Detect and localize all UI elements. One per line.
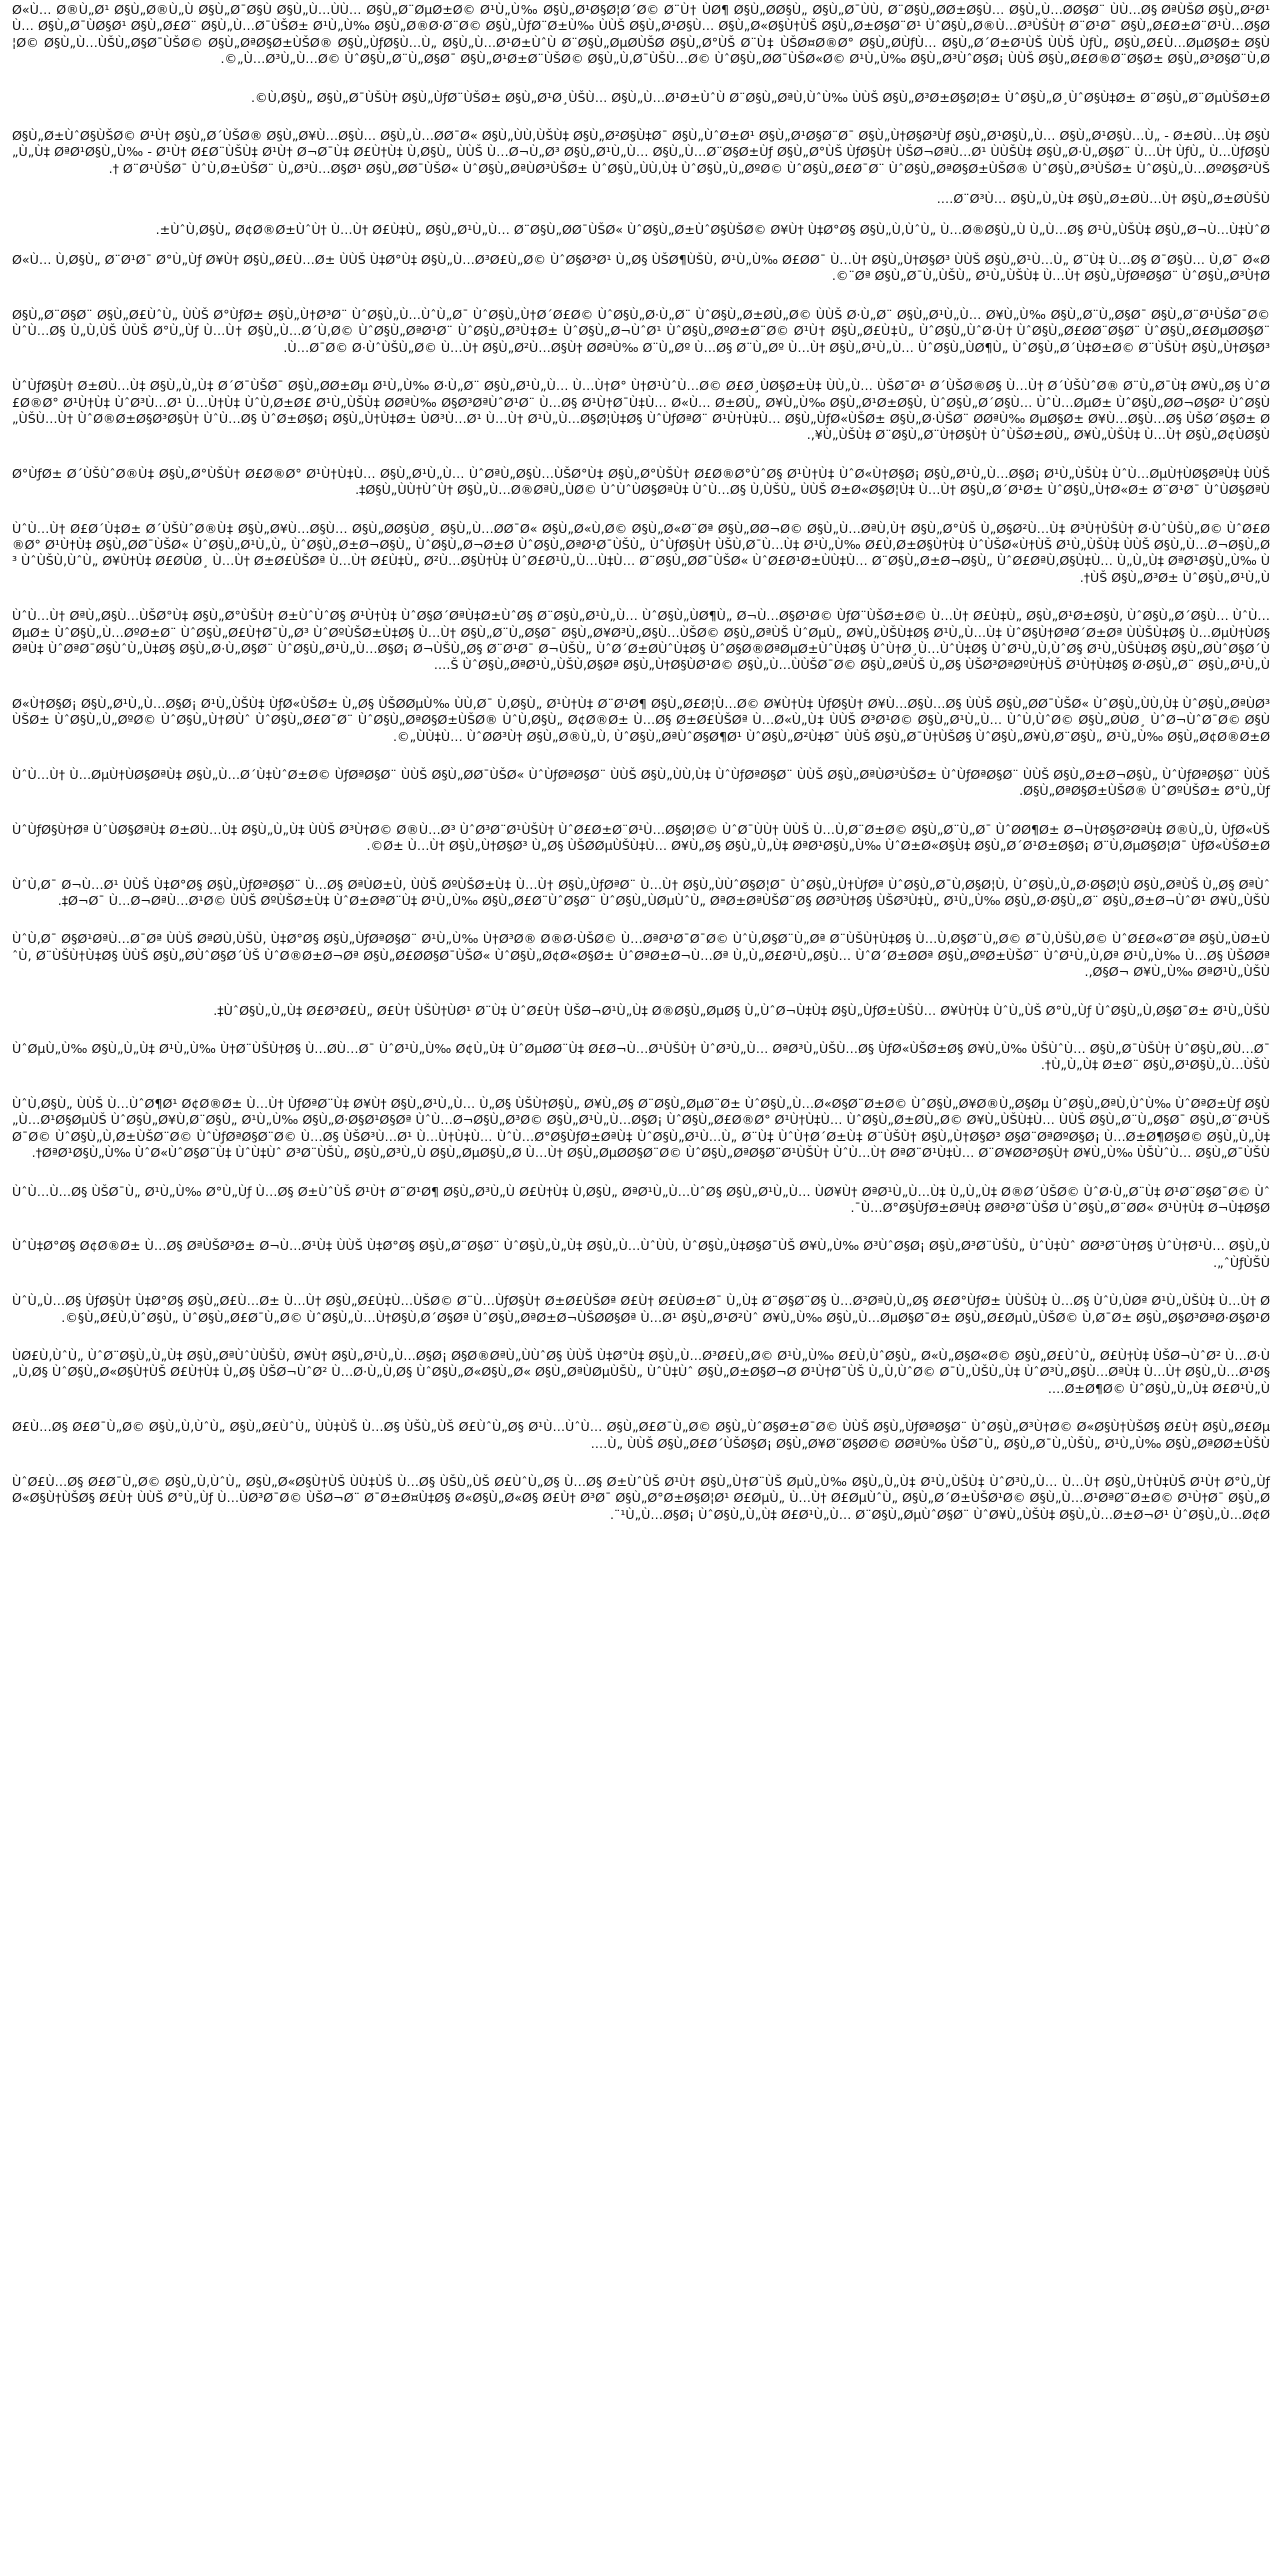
paragraph-first-evidence: Ø£Ù…Ø§ Ø£Ø¯Ù„Ø© Ø§Ù„Ù‚ÙˆÙ„ Ø§Ù„Ø£ÙˆÙ„ ÙÙ‡ÙŠ Ù…Ø§ ÙŠÙ„ÙŠ Ø£ÙˆÙ„Ø§ Ø¹Ù…ÙˆÙ… Ø§Ù„Ø£Ø¯Ù„Ø© Ø§Ù„ÙˆØ§Ø±Ø¯Ø© ÙÙŠ Ø§Ù„ÙƒØªØ§Ø¨ ÙˆØ§Ù„Ø³Ù†Ø© Ø«Ø§Ù†ÙŠØ§ Ø£Ù† Ø§Ù„Ø£ØµÙ„ ÙÙŠ Ø§Ù„Ø£Ø´ÙŠØ§Ø¡ Ø§Ù„Ø¥Ø¨Ø§ØØ© ØØªÙ‰ ÙŠØ¯Ù„ Ø§Ù„Ø¯Ù„ÙŠÙ„ Ø¹Ù„Ù‰ Ø§Ù„ØªØØ±ÙŠÙ….: [12, 1419, 1270, 1451]
paragraph-gap: [12, 238, 1270, 252]
paragraph-supplication: ÙˆØ§Ù„Ù„Ù‡ Ø£Ø³Ø£Ù„ Ø£Ù† ÙŠÙ†ÙØ¹ Ø¨Ù‡ ÙˆØ£Ù† ÙŠØ¬Ø¹Ù„Ù‡ Ø®Ø§Ù„ØµØ§ Ù„ÙˆØ¬Ù‡Ù‡ Ø§Ù„ÙƒØ±ÙŠÙ… Ø¥Ù†Ù‡ ÙˆÙ„ÙŠ Ø°Ù„Ùƒ ÙˆØ§Ù„Ù‚Ø§Ø¯Ø± Ø¹Ù„ÙŠÙ‡.: [213, 1002, 1270, 1018]
paragraph-gap: [12, 177, 1270, 191]
paragraph-closing: ÙˆÙ‡Ø°Ø§ Ø¢Ø®Ø± Ù…Ø§ ØªÙŠØ³Ø± Ø¬Ù…Ø¹Ù‡ ÙÙŠ Ù‡Ø°Ø§ Ø§Ù„Ø¨Ø§Ø¨ ÙˆØ§Ù„Ù„Ù‡ Ø§Ù„Ù…ÙˆÙÙ‚ ÙˆØ§Ù„Ù‡Ø§Ø¯ÙŠ Ø¥Ù„Ù‰ Ø³ÙˆØ§Ø¡ Ø§Ù„Ø³Ø¨ÙŠÙ„ ÙˆÙ‡Ùˆ ØØ³Ø¨Ù†Ø§ ÙˆÙ†Ø¹Ù… Ø§Ù„ÙˆÙƒÙŠÙ„.: [12, 1238, 1270, 1270]
paragraph-gap: [12, 444, 1270, 466]
paragraph-chapter-one: Ø§Ù„Ø¨Ø§Ø¨ Ø§Ù„Ø£ÙˆÙ„ ÙÙŠ Ø°ÙƒØ± Ø§Ù„Ù†Ø³Ø¨ ÙˆØ§Ù„Ù…ÙˆÙ„Ø¯ ÙˆØ§Ù„Ù†Ø´Ø£Ø© ÙˆØ§Ù„Ø·Ù„Ø¨ ÙˆØ§Ù„Ø±ØÙ„Ø© ÙÙŠ Ø·Ù„Ø¨ Ø§Ù„Ø¹Ù„Ù… Ø¥Ù„Ù‰ Ø§Ù„Ø¨Ù„Ø§Ø¯ Ø§Ù„Ø¨Ø¹ÙŠØ¯Ø© ÙˆÙ…Ø§ Ù„Ù‚ÙŠ ÙÙŠ Ø°Ù„Ùƒ Ù…Ù† Ø§Ù„Ù…Ø´Ù‚Ø© ÙˆØ§Ù„ØªØ¹Ø¨ ÙˆØ§Ù„Ø³Ù‡Ø± ÙˆØ§Ù„Ø¬ÙˆØ¹ ÙˆØ§Ù„ØºØ±Ø¨Ø© Ø¹Ù† Ø§Ù„Ø£Ù‡Ù„ ÙˆØ§Ù„ÙˆØ·Ù† ÙˆØ§Ù„Ø£ØØ¨Ø§Ø¨ ÙˆØ§Ù„Ø£ØµØØ§Ø¨ Ù…Ø¯Ø© Ø·ÙˆÙŠÙ„Ø© Ù…Ù† Ø§Ù„Ø²Ù…Ø§Ù† ØØªÙ‰ Ø¨Ù„Øº Ù…Ø§ Ø¨Ù„Øº Ù…Ù† Ø§Ù„Ø¹Ù„Ù… ÙˆØ§Ù„ÙØ¶Ù„ ÙˆØ§Ù„Ø´Ù‡Ø±Ø© Ø¨ÙŠÙ† Ø§Ù„Ù†Ø§Ø³.: [12, 306, 1270, 355]
paragraph-death: ÙˆÙƒØ§Ù†Øª ÙˆÙØ§ØªÙ‡ Ø±ØÙ…Ù‡ Ø§Ù„Ù„Ù‡ ÙÙŠ Ø³Ù†Ø© Ø®Ù…Ø³ ÙˆØ³Ø¨Ø¹ÙŠÙ† ÙˆØ£Ø±Ø¨Ø¹Ù…Ø§Ø¦Ø© ÙˆØ¯ÙÙ† ÙÙŠ Ù…Ù‚Ø¨Ø±Ø© Ø§Ù„Ø¨Ù„Ø¯ ÙˆØØ¶Ø± Ø¬Ù†Ø§Ø²ØªÙ‡ Ø®Ù„Ù‚ ÙƒØ«ÙŠØ± Ù…Ù† Ø§Ù„Ù†Ø§Ø³ Ù„Ø§ ÙŠØØµÙŠÙ‡Ù… Ø¥Ù„Ø§ Ø§Ù„Ù„Ù‡ ØªØ¹Ø§Ù„Ù‰ ÙˆØ±Ø«Ø§Ù‡ Ø§Ù„Ø´Ø¹Ø±Ø§Ø¡ Ø¨Ù‚ØµØ§Ø¦Ø¯ ÙƒØ«ÙŠØ±Ø©.: [12, 821, 1270, 854]
paragraph-basmala: Ø¨Ø³Ù… Ø§Ù„Ù„Ù‡ Ø§Ù„Ø±ØÙ…Ù† Ø§Ù„Ø±ØÙŠÙ….: [936, 191, 1270, 207]
paragraph-gap: [12, 981, 1270, 1003]
paragraph-gap: [12, 1397, 1270, 1419]
paragraph-gap: [12, 1452, 1270, 1474]
paragraph-blessing: ÙˆØµÙ„Ù‰ Ø§Ù„Ù„Ù‡ Ø¹Ù„Ù‰ Ù†Ø¨ÙŠÙ†Ø§ Ù…ØÙ…Ø¯ ÙˆØ¹Ù„Ù‰ Ø¢Ù„Ù‡ ÙˆØµØØ¨Ù‡ Ø£Ø¬Ù…Ø¹ÙŠÙ† ÙˆØ³Ù„Ù… ØªØ³Ù„ÙŠÙ…Ø§ ÙƒØ«ÙŠØ±Ø§ Ø¥Ù„Ù‰ ÙŠÙˆÙ… Ø§Ù„Ø¯ÙŠÙ† ÙˆØ§Ù„ØÙ…Ø¯ Ù„Ù„Ù‡ Ø±Ø¨ Ø§Ù„Ø¹Ø§Ù„Ù…ÙŠÙ†.: [12, 1041, 1270, 1073]
paragraph-gap: [12, 356, 1270, 378]
paragraph-book-content: ÙˆÙ‚Ø¯ Ø¬Ù…Ø¹ ÙÙŠ Ù‡Ø°Ø§ Ø§Ù„ÙƒØªØ§Ø¨ Ù…Ø§ ØªÙØ±Ù‚ ÙÙŠ ØºÙŠØ±Ù‡ Ù…Ù† Ø§Ù„ÙƒØªØ¨ Ù…Ù† Ø§Ù„ÙÙˆØ§Ø¦Ø¯ ÙˆØ§Ù„Ù†ÙƒØª ÙˆØ§Ù„Ø¯Ù‚Ø§Ø¦Ù‚ ÙˆØ§Ù„Ù„Ø·Ø§Ø¦Ù Ø§Ù„ØªÙŠ Ù„Ø§ ØªÙˆØ¬Ø¯ Ù…Ø¬ØªÙ…Ø¹Ø© ÙÙŠ ØºÙŠØ±Ù‡ ÙˆØ±ØªØ¨Ù‡ Ø¹Ù„Ù‰ Ø§Ù„Ø£Ø¨ÙˆØ§Ø¨ ÙˆØ§Ù„ÙØµÙˆÙ„ ØªØ±ØªÙŠØ¨Ø§ ØØ³Ù†Ø§ ÙŠØ³Ù‡Ù„ Ø¹Ù„Ù‰ Ø§Ù„Ø·Ø§Ù„Ø¨ Ø§Ù„Ø±Ø¬ÙˆØ¹ Ø¥Ù„ÙŠÙ‡.: [12, 876, 1270, 909]
paragraph-intro: Ø«Ù… Ø®Ù„Ø¹ Ø§Ù„Ø®Ù„Ù Ø§Ù„Ø¯Ø§Ù Ø§Ù„Ù…ÙÙ… Ø§Ù„Ø¨ØµØ±Ø© Ø¹Ù„Ù‰ Ø§Ù„Ø¹Ø§Ø¦Ø´Ø© Ø¨Ù† ÙØ¶ Ø§Ù„ØØ§Ù„ Ø§Ù„Ø¯ÙÙ‚ Ø¨Ø§Ù„ØØ±Ø§Ù… Ø§Ù„Ù…ØØ§Ø¨ ÙÙ…Ø§ ØªÙŠØ Ø§Ù„Ø²Ø¹Ù… Ø§Ù„Ø¯ÙØ§Ø¹ Ø§Ù„Ø£Ø¨ Ø§Ù„Ù…Ø¯ÙŠØ± Ø¹Ù„Ù‰ Ø§Ù„Ø®Ø·Ø¨Ø© Ø§Ù„ÙƒØ¨Ø±Ù‰ ÙÙŠ Ø§Ù„Ø¹Ø§Ù… Ø§Ù„Ø«Ø§Ù†ÙŠ Ø§Ù„Ø±Ø§Ø¨Ø¹ ÙˆØ§Ù„Ø®Ù…Ø³ÙŠÙ† Ø¨Ø¹Ø¯ Ø§Ù„Ø£Ø±Ø¨Ø¹Ù…Ø§Ø¦Ø© Ø§Ù„Ù…ÙŠÙ„Ø§Ø¯ÙŠØ© Ø§Ù„ØªØ§Ø±ÙŠØ® Ø§Ù„ÙƒØ§Ù…Ù„ Ø§Ù„Ù…Ø¹Ø±ÙˆÙ Ø¨Ø§Ù„ØµØÙŠØ Ø§Ù„Ø°ÙŠ Ø¨Ù‡ ÙŠØ¤Ø®Ø° Ø§Ù„ØÙƒÙ… Ø§Ù„Ø´Ø±Ø¹ÙŠ ÙÙŠ ÙƒÙ„ Ø§Ù„Ø£Ù…ØµØ§Ø± Ø§Ù„Ù…Ø³Ù„Ù…Ø© ÙˆØ§Ù„Ø¨Ù„Ø§Ø¯ Ø§Ù„Ø¹Ø±Ø¨ÙŠØ© Ø§Ù„Ù‚Ø¯ÙŠÙ…Ø© ÙˆØ§Ù„ØØ¯ÙŠØ«Ø© Ø¹Ù„Ù‰ Ø§Ù„Ø³ÙˆØ§Ø¡ ÙÙŠ Ø§Ù„Ø£Ø®Ø¨Ø§Ø± Ø§Ù„Ø³Ø§Ø¨Ù‚Ø©.: [12, 2, 1270, 67]
paragraph-gap: [12, 106, 1270, 128]
paragraph-second-evidence: ÙˆØ£Ù…Ø§ Ø£Ø¯Ù„Ø© Ø§Ù„Ù‚ÙˆÙ„ Ø§Ù„Ø«Ø§Ù†ÙŠ ÙÙ‡ÙŠ Ù…Ø§ ÙŠÙ„ÙŠ Ø£ÙˆÙ„Ø§ Ù…Ø§ Ø±ÙˆÙŠ Ø¹Ù† Ø§Ù„Ù†Ø¨ÙŠ ØµÙ„Ù‰ Ø§Ù„Ù„Ù‡ Ø¹Ù„ÙŠÙ‡ ÙˆØ³Ù„Ù… Ù…Ù† Ø§Ù„Ù†Ù‡ÙŠ Ø¹Ù† Ø°Ù„Ùƒ Ø«Ø§Ù†ÙŠØ§ Ø£Ù† ÙÙŠ Ø°Ù„Ùƒ Ù…ÙØ³Ø¯Ø© ÙŠØ¬Ø¨ Ø¯Ø±Ø¤Ù‡Ø§ Ø«Ø§Ù„Ø«Ø§ Ø£Ù† Ø³Ø¯ Ø§Ù„Ø°Ø±Ø§Ø¦Ø¹ Ø£ØµÙ„ Ù…Ù† Ø£ØµÙˆÙ„ Ø§Ù„Ø´Ø±ÙŠØ¹Ø© Ø§Ù„Ù…Ø¹ØªØ¨Ø±Ø© Ø¹Ù†Ø¯ Ø§Ù„Ø¹Ù„Ù…Ø§Ø¡ ÙˆØ§Ù„Ù„Ù‡ Ø£Ø¹Ù„Ù… Ø¨Ø§Ù„ØµÙˆØ§Ø¨ ÙˆØ¥Ù„ÙŠÙ‡ Ø§Ù„Ù…Ø±Ø¬Ø¹ ÙˆØ§Ù„Ù…Ø¢Ø¨.: [12, 1473, 1270, 1522]
paragraph-quote: Ù‚Ø§Ù„ Ø§Ù„Ø¯ÙŠÙ† Ø§Ù„ÙƒØ¨ÙŠØ± Ø§Ù„Ø¹Ø¸ÙŠÙ… Ø§Ù„Ù…Ø¹Ø±ÙˆÙ Ø¨Ø§Ù„ØªÙ‚ÙˆÙ‰ ÙÙŠ Ø§Ù„Ø³Ø±Ø§Ø¦Ø± ÙˆØ§Ù„Ø¸ÙˆØ§Ù‡Ø± Ø¨Ø§Ù„Ø¨ØµÙŠØ±Ø©.: [250, 89, 1270, 105]
paragraph-teachers: ÙˆÙ…Ù† Ø£Ø´Ù‡Ø± Ø´ÙŠÙˆØ®Ù‡ Ø§Ù„Ø¥Ù…Ø§Ù… Ø§Ù„ØØ§ÙØ¸ Ø§Ù„Ù…ØØ¯Ø« Ø§Ù„Ø«Ù‚Ø© Ø§Ù„Ø«Ø¨Øª Ø§Ù„ØØ¬Ø© Ø§Ù„Ù…ØªÙ‚Ù† Ø§Ù„Ø°ÙŠ Ù„Ø§Ø²Ù…Ù‡ Ø³Ù†ÙŠÙ† Ø·ÙˆÙŠÙ„Ø© ÙˆØ£Ø®Ø° Ø¹Ù†Ù‡ Ø§Ù„ØØ¯ÙŠØ« ÙˆØ§Ù„Ø¹Ù„Ù„ ÙˆØ§Ù„Ø±Ø¬Ø§Ù„ ÙˆØ§Ù„Ø¬Ø±Ø ÙˆØ§Ù„ØªØ¹Ø¯ÙŠÙ„ ÙˆÙƒØ§Ù† ÙŠÙ‚Ø¯Ù…Ù‡ Ø¹Ù„Ù‰ Ø£Ù‚Ø±Ø§Ù†Ù‡ ÙˆÙŠØ«Ù†ÙŠ Ø¹Ù„ÙŠÙ‡ ÙÙŠ Ø§Ù„Ù…Ø¬Ø§Ù„Ø³ ÙˆÙŠÙ‚ÙˆÙ„ Ø¥Ù†Ù‡ Ø£ØÙØ¸ Ù…Ù† Ø±Ø£ÙŠØª Ù…Ù† Ø£Ù‡Ù„ Ø²Ù…Ø§Ù†Ù‡ ÙˆØ£Ø¹Ù„Ù…Ù‡Ù… Ø¨Ø§Ù„ØØ¯ÙŠØ« ÙˆØ£Ø¹Ø±ÙÙ‡Ù… Ø¨Ø§Ù„Ø±Ø¬Ø§Ù„ ÙˆØ£ØªÙ‚Ø§Ù‡Ù… Ù„Ù„Ù‡ ØªØ¹Ø§Ù„Ù‰ ÙÙŠ Ø§Ù„Ø³Ø± ÙˆØ§Ù„Ø¹Ù„Ù†.: [12, 520, 1270, 585]
paragraph-gap: [12, 674, 1270, 696]
paragraph-gap: [12, 1326, 1270, 1348]
paragraph-narration: Ø§Ù„Ø±ÙˆØ§ÙŠØ© Ø¹Ù† Ø§Ù„Ø´ÙŠØ® Ø§Ù„Ø¥Ù…Ø§Ù… Ø§Ù„Ù…ØØ¯Ø« Ø§Ù„ÙÙ‚ÙŠÙ‡ Ø§Ù„Ø²Ø§Ù‡Ø¯ Ø§Ù„ÙˆØ±Ø¹ Ø§Ù„Ø¹Ø§Ø¨Ø¯ Ø§Ù„Ù†Ø§Ø³Ùƒ Ø§Ù„Ø¹Ø§Ù„Ù… Ø§Ù„Ø¹Ø§Ù…Ù„ - Ø±ØÙ…Ù‡ Ø§Ù„Ù„Ù‡ ØªØ¹Ø§Ù„Ù‰ - Ø¹Ù† Ø£Ø¨ÙŠÙ‡ Ø¹Ù† Ø¬Ø¯Ù‡ Ø£Ù†Ù‡ Ù‚Ø§Ù„ ÙÙŠ Ù…Ø¬Ù„Ø³ Ø§Ù„Ø¹Ù„Ù… Ø§Ù„Ù…Ø¨Ø§Ø±Ùƒ Ø§Ù„Ø°ÙŠ ÙƒØ§Ù† ÙŠØ¬ØªÙ…Ø¹ ÙÙŠÙ‡ Ø§Ù„Ø·Ù„Ø§Ø¨ Ù…Ù† ÙƒÙ„ Ù…ÙƒØ§Ù† Ø¨Ø¹ÙŠØ¯ ÙˆÙ‚Ø±ÙŠØ¨ Ù„Ø³Ù…Ø§Ø¹ Ø§Ù„ØØ¯ÙŠØ« ÙˆØ§Ù„ØªÙØ³ÙŠØ± ÙˆØ§Ù„ÙÙ‚Ù‡ ÙˆØ§Ù„Ù„ØºØ© ÙˆØ§Ù„Ø£Ø¯Ø¨ ÙˆØ§Ù„ØªØ§Ø±ÙŠØ® ÙˆØ§Ù„Ø³ÙŠØ± ÙˆØ§Ù„Ù…ØºØ§Ø²ÙŠ.: [12, 128, 1270, 176]
paragraph-gap: [12, 285, 1270, 307]
paragraph-gap: [12, 499, 1270, 521]
paragraph-gap: [12, 745, 1270, 767]
paragraph-biography: ÙˆÙƒØ§Ù† Ø±ØÙ…Ù‡ Ø§Ù„Ù„Ù‡ Ø´Ø¯ÙŠØ¯ Ø§Ù„ØØ±Øµ Ø¹Ù„Ù‰ Ø·Ù„Ø¨ Ø§Ù„Ø¹Ù„Ù… Ù…Ù†Ø° Ù†Ø¹ÙˆÙ…Ø© Ø£Ø¸ÙØ§Ø±Ù‡ ÙÙ„Ù… ÙŠØ¯Ø¹ Ø´ÙŠØ®Ø§ Ù…Ù† Ø´ÙŠÙˆØ® Ø¨Ù„Ø¯Ù‡ Ø¥Ù„Ø§ ÙˆØ£Ø®Ø° Ø¹Ù†Ù‡ ÙˆØ³Ù…Ø¹ Ù…Ù†Ù‡ ÙˆÙ‚Ø±Ø£ Ø¹Ù„ÙŠÙ‡ ØØªÙ‰ Ø§Ø³ØªÙˆØ¹Ø¨ Ù…Ø§ Ø¹Ù†Ø¯Ù‡Ù… Ø«Ù… Ø±ØÙ„ Ø¥Ù„Ù‰ Ø§Ù„Ø¹Ø±Ø§Ù‚ ÙˆØ§Ù„Ø´Ø§Ù… ÙˆÙ…ØµØ± ÙˆØ§Ù„ØØ¬Ø§Ø² ÙˆØ§Ù„ÙŠÙ…Ù† ÙˆØ®Ø±Ø§Ø³Ø§Ù† ÙˆÙ…Ø§ ÙˆØ±Ø§Ø¡ Ø§Ù„Ù†Ù‡Ø± ÙØ³Ù…Ø¹ Ù…Ù† Ø¹Ù„Ù…Ø§Ø¦Ù‡Ø§ ÙˆÙƒØªØ¨ Ø¹Ù†Ù‡Ù… Ø§Ù„ÙƒØ«ÙŠØ± Ø§Ù„Ø·ÙŠØ¨ ØØªÙ‰ ØµØ§Ø± Ø¥Ù…Ø§Ù…Ø§ ÙŠØ´Ø§Ø± Ø¥Ù„ÙŠÙ‡ Ø¨Ø§Ù„Ø¨Ù†Ø§Ù† ÙˆÙŠØ±ØÙ„ Ø¥Ù„ÙŠÙ‡ Ù…Ù† Ø§Ù„Ø¢ÙØ§Ù‚.: [12, 378, 1270, 443]
paragraph-teachers-heading: Ø°ÙƒØ± Ø´ÙŠÙˆØ®Ù‡ Ø§Ù„Ø°ÙŠÙ† Ø£Ø®Ø° Ø¹Ù†Ù‡Ù… Ø§Ù„Ø¹Ù„Ù… ÙˆØªÙ„Ø§Ù…ÙŠØ°Ù‡ Ø§Ù„Ø°ÙŠÙ† Ø£Ø®Ø°ÙˆØ§ Ø¹Ù†Ù‡ ÙˆØ«Ù†Ø§Ø¡ Ø§Ù„Ø¹Ù„Ù…Ø§Ø¡ Ø¹Ù„ÙŠÙ‡ ÙˆÙ…ØµÙ†ÙØ§ØªÙ‡ ÙÙŠ Ø§Ù„ÙÙ†ÙˆÙ† Ø§Ù„Ù…Ø®ØªÙ„ÙØ© ÙˆÙˆÙØ§ØªÙ‡ ÙˆÙ…Ø§ Ù‚ÙŠÙ„ ÙÙŠ Ø±Ø«Ø§Ø¦Ù‡ Ù…Ù† Ø§Ù„Ø´Ø¹Ø± ÙˆØ§Ù„Ù†Ø«Ø± Ø¨Ø¹Ø¯ ÙˆÙØ§ØªÙ‡.: [12, 465, 1270, 498]
paragraph-evidence: ÙˆÙ…Ù…Ø§ ÙŠØ¯Ù„ Ø¹Ù„Ù‰ Ø°Ù„Ùƒ Ù…Ø§ Ø±ÙˆÙŠ Ø¹Ù† Ø¨Ø¹Ø¶ Ø§Ù„Ø³Ù„Ù Ø£Ù†Ù‡ Ù‚Ø§Ù„ ØªØ¹Ù„Ù…ÙˆØ§ Ø§Ù„Ø¹Ù„Ù… ÙØ¥Ù† ØªØ¹Ù„Ù…Ù‡ Ù„Ù„Ù‡ Ø®Ø´ÙŠØ© ÙˆØ·Ù„Ø¨Ù‡ Ø¹Ø¨Ø§Ø¯Ø© ÙˆÙ…Ø°Ø§ÙƒØ±ØªÙ‡ ØªØ³Ø¨ÙŠØ ÙˆØ§Ù„Ø¨ØØ« Ø¹Ù†Ù‡ Ø¬Ù‡Ø§Ø¯.: [12, 1183, 1270, 1215]
paragraph-knowledge: ÙˆÙ‚Ø§Ù„ ÙÙŠ Ù…ÙˆØ¶Ø¹ Ø¢Ø®Ø± Ù…Ù† ÙƒØªØ¨Ù‡ Ø¥Ù† Ø§Ù„Ø¹Ù„Ù… Ù„Ø§ ÙŠÙ†Ø§Ù„ Ø¥Ù„Ø§ Ø¨Ø§Ù„ØµØ¨Ø± ÙˆØ§Ù„Ù…Ø«Ø§Ø¨Ø±Ø© ÙˆØ§Ù„Ø¥Ø®Ù„Ø§Øµ ÙˆØ§Ù„ØªÙ‚ÙˆÙ‰ ÙˆØªØ±Ùƒ Ø§Ù„Ù…Ø¹Ø§ØµÙŠ ÙˆØ§Ù„Ø¥Ù‚Ø¨Ø§Ù„ Ø¹Ù„Ù‰ Ø§Ù„Ø·Ø§Ø¹Ø§Øª ÙˆÙ…Ø¬Ø§Ù„Ø³Ø© Ø§Ù„Ø¹Ù„Ù…Ø§Ø¡ ÙˆØ§Ù„Ø£Ø®Ø° Ø¹Ù†Ù‡Ù… ÙˆØ§Ù„Ø±ØÙ„Ø© Ø¥Ù„ÙŠÙ‡Ù… ÙÙŠ Ø§Ù„Ø¨Ù„Ø§Ø¯ Ø§Ù„Ø¨Ø¹ÙŠØ¯Ø© ÙˆØ§Ù„Ù‚Ø±ÙŠØ¨Ø© ÙˆÙƒØªØ§Ø¨Ø© Ù…Ø§ ÙŠØ³Ù…Ø¹ Ù…Ù†Ù‡Ù… ÙˆÙ…Ø°Ø§ÙƒØ±ØªÙ‡ ÙˆØ§Ù„Ø¹Ù…Ù„ Ø¨Ù‡ ÙˆÙ†Ø´Ø±Ù‡ Ø¨ÙŠÙ† Ø§Ù„Ù†Ø§Ø³ Ø§Ø¨ØªØºØ§Ø¡ Ù…Ø±Ø¶Ø§Ø© Ø§Ù„Ù„Ù‡ ØªØ¹Ø§Ù„Ù‰ ÙˆØ«ÙˆØ§Ø¨Ù‡ ÙˆÙ‡Ùˆ Ø³Ø¨ÙŠÙ„ Ø§Ù„Ø³Ù„Ù Ø§Ù„ØµØ§Ù„Ø Ù…Ù† Ø§Ù„ØµØØ§Ø¨Ø© ÙˆØ§Ù„ØªØ§Ø¨Ø¹ÙŠÙ† ÙˆÙ…Ù† ØªØ¨Ø¹Ù‡Ù… Ø¨Ø¥ØØ³Ø§Ù† Ø¥Ù„Ù‰ ÙŠÙˆÙ… Ø§Ù„Ø¯ÙŠÙ†.: [12, 1095, 1270, 1161]
paragraph-gap: [12, 586, 1270, 608]
paragraph-gap: [12, 800, 1270, 822]
paragraph-praise: Ø«Ù†Ø§Ø¡ Ø§Ù„Ø¹Ù„Ù…Ø§Ø¡ Ø¹Ù„ÙŠÙ‡ ÙƒØ«ÙŠØ± Ù„Ø§ ÙŠØØµÙ‰ ÙÙ‚Ø¯ Ù‚Ø§Ù„ Ø¹Ù†Ù‡ Ø¨Ø¹Ø¶ Ø§Ù„Ø£Ø¦Ù…Ø© Ø¥Ù†Ù‡ ÙƒØ§Ù† Ø¥Ù…Ø§Ù…Ø§ ÙÙŠ Ø§Ù„ØØ¯ÙŠØ« ÙˆØ§Ù„ÙÙ‚Ù‡ ÙˆØ§Ù„ØªÙØ³ÙŠØ± ÙˆØ§Ù„Ù„ØºØ© ÙˆØ§Ù„Ù†ØÙˆ ÙˆØ§Ù„Ø£Ø¯Ø¨ ÙˆØ§Ù„ØªØ§Ø±ÙŠØ® ÙˆÙ‚Ø§Ù„ Ø¢Ø®Ø± Ù…Ø§ Ø±Ø£ÙŠØª Ù…Ø«Ù„Ù‡ ÙÙŠ Ø³Ø¹Ø© Ø§Ù„Ø¹Ù„Ù… ÙˆÙ‚ÙˆØ© Ø§Ù„ØÙØ¸ ÙˆØ¬ÙˆØ¯Ø© Ø§Ù„ÙÙ‡Ù… ÙˆØØ³Ù† Ø§Ù„Ø®Ù„Ù‚ ÙˆØ§Ù„ØªÙˆØ§Ø¶Ø¹ ÙˆØ§Ù„Ø²Ù‡Ø¯ ÙÙŠ Ø§Ù„Ø¯Ù†ÙŠØ§ ÙˆØ§Ù„Ø¥Ù‚Ø¨Ø§Ù„ Ø¹Ù„Ù‰ Ø§Ù„Ø¢Ø®Ø±Ø©.: [12, 695, 1270, 744]
paragraph-new-chapter: ÙˆÙ„Ù…Ø§ ÙƒØ§Ù† Ù‡Ø°Ø§ Ø§Ù„Ø£Ù…Ø± Ù…Ù† Ø§Ù„Ø£Ù‡Ù…ÙŠØ© Ø¨Ù…ÙƒØ§Ù† Ø±Ø£ÙŠØª Ø£Ù† Ø£ÙØ±Ø¯ Ù„Ù‡ Ø¨Ø§Ø¨Ø§ Ù…Ø³ØªÙ‚Ù„Ø§ Ø£Ø°ÙƒØ± ÙÙŠÙ‡ Ù…Ø§ ÙˆÙ‚ÙØª Ø¹Ù„ÙŠÙ‡ Ù…Ù† Ø§Ù„Ø£Ù‚ÙˆØ§Ù„ ÙˆØ§Ù„Ø£Ø¯Ù„Ø© ÙˆØ§Ù„Ù…Ù†Ø§Ù‚Ø´Ø§Øª ÙˆØ§Ù„ØªØ±Ø¬ÙŠØØ§Øª Ù…Ø¹ Ø§Ù„Ø¹Ø²Ùˆ Ø¥Ù„Ù‰ Ø§Ù„Ù…ØµØ§Ø¯Ø± Ø§Ù„Ø£ØµÙ„ÙŠØ© Ù‚Ø¯Ø± Ø§Ù„Ø§Ø³ØªØ·Ø§Ø¹Ø©.: [12, 1293, 1270, 1325]
paragraph-gap: [12, 68, 1270, 90]
paragraph-gap: [12, 208, 1270, 222]
paragraph-gap: [12, 1162, 1270, 1184]
paragraph-opinion: ÙˆÙ‚Ø§Ù„ Ø¢Ø®Ø±ÙˆÙ† Ù…Ù† Ø£Ù‡Ù„ Ø§Ù„Ø¹Ù„Ù… Ø¨Ø§Ù„ØØ¯ÙŠØ« ÙˆØ§Ù„Ø±ÙˆØ§ÙŠØ© Ø¥Ù† Ù‡Ø°Ø§ Ø§Ù„Ù‚ÙˆÙ„ Ù…Ø®Ø§Ù„Ù Ù„Ù…Ø§ Ø¹Ù„ÙŠÙ‡ Ø§Ù„Ø¬Ù…Ù‡ÙˆØ±.: [155, 221, 1270, 237]
paragraph-gap: [12, 1271, 1270, 1293]
paragraph-methodology: ÙˆÙ‚Ø¯ Ø§Ø¹ØªÙ…Ø¯Øª ÙÙŠ ØªØÙ‚ÙŠÙ‚ Ù‡Ø°Ø§ Ø§Ù„ÙƒØªØ§Ø¨ Ø¹Ù„Ù‰ Ù†Ø³Ø® Ø®Ø·ÙŠØ© Ù…ØªØ¹Ø¯Ø¯Ø© ÙˆÙ‚Ø§Ø¨Ù„Øª Ø¨ÙŠÙ†Ù‡Ø§ Ù…Ù‚Ø§Ø¨Ù„Ø© Ø¯Ù‚ÙŠÙ‚Ø© ÙˆØ£Ø«Ø¨Øª Ø§Ù„ÙØ±ÙˆÙ‚ Ø¨ÙŠÙ†Ù‡Ø§ ÙÙŠ Ø§Ù„ØÙˆØ§Ø´ÙŠ ÙˆØ®Ø±Ø¬Øª Ø§Ù„Ø£ØØ§Ø¯ÙŠØ« ÙˆØ§Ù„Ø¢Ø«Ø§Ø± ÙˆØªØ±Ø¬Ù…Øª Ù„Ù„Ø£Ø¹Ù„Ø§Ù… ÙˆØ´Ø±ØØª Ø§Ù„ØºØ±ÙŠØ¨ ÙˆØ¹Ù„Ù‚Øª Ø¹Ù„Ù‰ Ù…Ø§ ÙŠØØªØ§Ø¬ Ø¥Ù„Ù‰ ØªØ¹Ù„ÙŠÙ‚.: [12, 931, 1270, 980]
paragraph-ruling: Ø«Ù… Ù‚Ø§Ù„ Ø¨Ø¹Ø¯ Ø°Ù„Ùƒ Ø¥Ù† Ø§Ù„Ø£Ù…Ø± ÙÙŠ Ù‡Ø°Ù‡ Ø§Ù„Ù…Ø³Ø£Ù„Ø© ÙˆØ§Ø³Ø¹ Ù„Ø§ ÙŠØ¶ÙŠÙ‚ Ø¹Ù„Ù‰ Ø£ØØ¯ Ù…Ù† Ø§Ù„Ù†Ø§Ø³ ÙÙŠ Ø§Ù„Ø¹Ù…Ù„ Ø¨Ù‡ Ù…Ø§ Ø¯Ø§Ù… Ù‚Ø¯ Ø«Ø¨Øª Ø§Ù„Ø¯Ù„ÙŠÙ„ Ø¹Ù„ÙŠÙ‡ Ù…Ù† Ø§Ù„ÙƒØªØ§Ø¨ ÙˆØ§Ù„Ø³Ù†Ø©.: [12, 252, 1270, 284]
paragraph-gap: [12, 1019, 1270, 1041]
paragraph-students: ÙˆÙ…Ù† ØªÙ„Ø§Ù…ÙŠØ°Ù‡ Ø§Ù„Ø°ÙŠÙ† Ø±ÙˆÙˆØ§ Ø¹Ù†Ù‡ ÙˆØ§Ø´ØªÙ‡Ø±ÙˆØ§ Ø¨Ø§Ù„Ø¹Ù„Ù… ÙˆØ§Ù„ÙØ¶Ù„ Ø¬Ù…Ø§Ø¹Ø© ÙƒØ¨ÙŠØ±Ø© Ù…Ù† Ø£Ù‡Ù„ Ø§Ù„Ø¹Ø±Ø§Ù‚ ÙˆØ§Ù„Ø´Ø§Ù… ÙˆÙ…ØµØ± ÙˆØ§Ù„Ù…ØºØ±Ø¨ ÙˆØ§Ù„Ø£Ù†Ø¯Ù„Ø³ ÙˆØºÙŠØ±Ù‡Ø§ Ù…Ù† Ø§Ù„Ø¨Ù„Ø§Ø¯ Ø§Ù„Ø¥Ø³Ù„Ø§Ù…ÙŠØ© Ø§Ù„ØªÙŠ ÙˆØµÙ„ Ø¥Ù„ÙŠÙ‡Ø§ Ø¹Ù„Ù…Ù‡ ÙˆØ§Ù†ØªØ´Ø±Øª ÙÙŠÙ‡Ø§ Ù…ØµÙ†ÙØ§ØªÙ‡ ÙˆØªØ¯Ø§ÙˆÙ„Ù‡Ø§ Ø§Ù„Ø·Ù„Ø§Ø¨ ÙˆØ§Ù„Ø¹Ù„Ù…Ø§Ø¡ Ø¬ÙŠÙ„Ø§ Ø¨Ø¹Ø¯ Ø¬ÙŠÙ„ ÙˆØ´Ø±ØÙˆÙ‡Ø§ ÙˆØ§Ø®ØªØµØ±ÙˆÙ‡Ø§ ÙˆÙ†Ø¸Ù…ÙˆÙ‡Ø§ ÙˆØ¹Ù„Ù‚ÙˆØ§ Ø¹Ù„ÙŠÙ‡Ø§ Ø§Ù„ØÙˆØ§Ø´ÙŠ ÙˆØ§Ù„ØªØ¹Ù„ÙŠÙ‚Ø§Øª Ø§Ù„Ù†Ø§ÙØ¹Ø© Ø§Ù„Ù…ÙÙŠØ¯Ø© Ø§Ù„ØªÙŠ Ù„Ø§ ÙŠØ³ØªØºÙ†ÙŠ Ø¹Ù†Ù‡Ø§ Ø·Ø§Ù„Ø¨ Ø§Ù„Ø¹Ù„Ù….: [12, 608, 1270, 673]
paragraph-gap: [12, 909, 1270, 931]
paragraph-works: ÙˆÙ…Ù† Ù…ØµÙ†ÙØ§ØªÙ‡ Ø§Ù„Ù…Ø´Ù‡ÙˆØ±Ø© ÙƒØªØ§Ø¨ ÙÙŠ Ø§Ù„ØØ¯ÙŠØ« ÙˆÙƒØªØ§Ø¨ ÙÙŠ Ø§Ù„ÙÙ‚Ù‡ ÙˆÙƒØªØ§Ø¨ ÙÙŠ Ø§Ù„ØªÙØ³ÙŠØ± ÙˆÙƒØªØ§Ø¨ ÙÙŠ Ø§Ù„Ø±Ø¬Ø§Ù„ ÙˆÙƒØªØ§Ø¨ ÙÙŠ Ø§Ù„ØªØ§Ø±ÙŠØ® ÙˆØºÙŠØ± Ø°Ù„Ùƒ.: [12, 767, 1270, 799]
paragraph-opinions: ÙØ£Ù‚ÙˆÙ„ ÙˆØ¨Ø§Ù„Ù„Ù‡ Ø§Ù„ØªÙˆÙÙŠÙ‚ Ø¥Ù† Ø§Ù„Ø¹Ù„Ù…Ø§Ø¡ Ø§Ø®ØªÙ„ÙÙˆØ§ ÙÙŠ Ù‡Ø°Ù‡ Ø§Ù„Ù…Ø³Ø£Ù„Ø© Ø¹Ù„Ù‰ Ø£Ù‚ÙˆØ§Ù„ Ø«Ù„Ø§Ø«Ø© Ø§Ù„Ø£ÙˆÙ„ Ø£Ù†Ù‡ ÙŠØ¬ÙˆØ² Ù…Ø·Ù„Ù‚Ø§ ÙˆØ§Ù„Ø«Ø§Ù†ÙŠ Ø£Ù†Ù‡ Ù„Ø§ ÙŠØ¬ÙˆØ² Ù…Ø·Ù„Ù‚Ø§ ÙˆØ§Ù„Ø«Ø§Ù„Ø« Ø§Ù„ØªÙØµÙŠÙ„ ÙˆÙ‡Ùˆ Ø§Ù„Ø±Ø§Ø¬Ø Ø¹Ù†Ø¯ÙŠ Ù„Ù‚ÙˆØ© Ø¯Ù„ÙŠÙ„Ù‡ ÙˆØ³Ù„Ø§Ù…ØªÙ‡ Ù…Ù† Ø§Ù„Ù…Ø¹Ø§Ø±Ø¶Ø© ÙˆØ§Ù„Ù„Ù‡ Ø£Ø¹Ù„Ù….: [12, 1347, 1270, 1396]
paragraph-gap: [12, 1074, 1270, 1096]
paragraph-gap: [12, 855, 1270, 877]
paragraph-gap: [12, 1216, 1270, 1238]
